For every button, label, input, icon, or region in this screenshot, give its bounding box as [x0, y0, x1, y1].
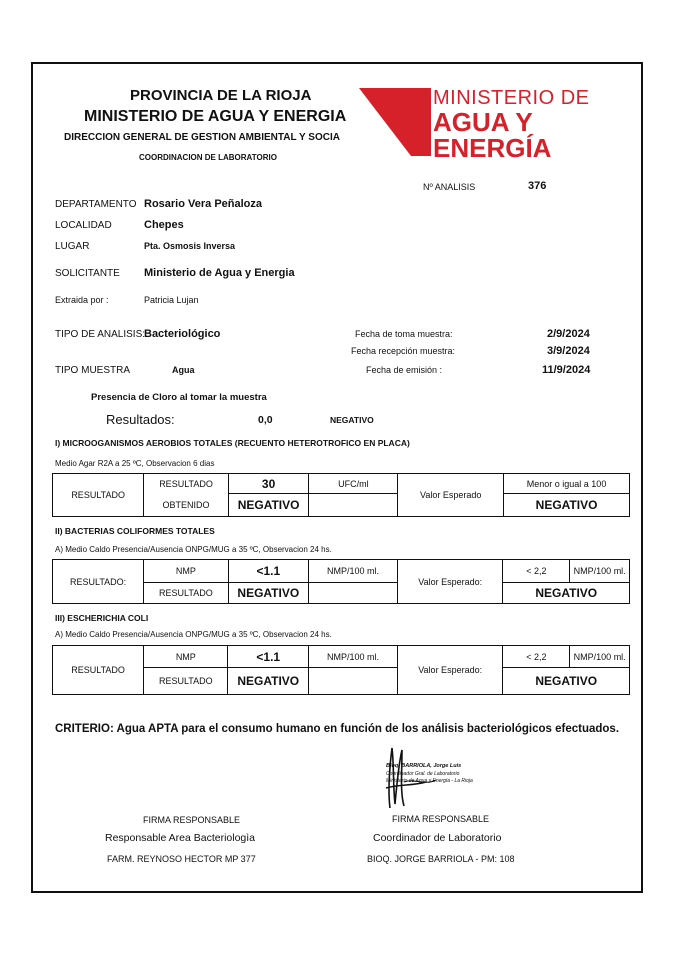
- section3-status: NEGATIVO: [228, 668, 309, 695]
- section2-resultado-label: RESULTADO:: [53, 560, 144, 604]
- tipo-muestra-value: Agua: [172, 365, 195, 375]
- tipo-muestra-label: TIPO MUESTRA: [55, 365, 131, 376]
- stamp-line1: Bioq. BARRIOLA, Jorge Luis: [386, 763, 462, 769]
- fecha-toma-label: Fecha de toma muestra:: [355, 329, 453, 339]
- firma-right-name: BIOQ. JORGE BARRIOLA - PM: 108: [367, 854, 515, 864]
- solicitante-label: SOLICITANTE: [55, 268, 120, 279]
- section2-esperado-unit: NMP/100 ml.: [570, 560, 630, 583]
- section1-resultado-sub: RESULTADO: [144, 474, 228, 494]
- tipo-analisis-value: Bacteriológico: [144, 328, 221, 340]
- departamento-value: Rosario Vera Peñaloza: [144, 198, 262, 210]
- direction-title: DIRECCION GENERAL DE GESTION AMBIENTAL Y SOCIA: [64, 132, 340, 143]
- localidad-value: Chepes: [144, 219, 184, 231]
- localidad-label: LOCALIDAD: [55, 220, 112, 231]
- section3-esperado-unit: NMP/100 ml.: [570, 646, 630, 668]
- section1-value: 30: [228, 474, 309, 494]
- coordination-title: COORDINACION DE LABORATORIO: [139, 153, 277, 162]
- section3-title: III) ESCHERICHIA COLI: [55, 613, 149, 623]
- cloro-status: NEGATIVO: [330, 415, 374, 425]
- lugar-value: Pta. Osmosis Inversa: [144, 241, 236, 251]
- section1-unit: UFC/ml: [309, 474, 398, 494]
- solicitante-value: Ministerio de Agua y Energia: [144, 267, 295, 279]
- section1-empty-cell: [309, 494, 398, 517]
- fecha-recepcion-label: Fecha recepción muestra:: [351, 346, 456, 356]
- section3-esperado-value: < 2,2: [503, 646, 570, 668]
- firma-right-label: FIRMA RESPONSABLE: [392, 814, 490, 824]
- cloro-title: Presencia de Cloro al tomar la muestra: [91, 392, 267, 403]
- section2-unit: NMP/100 ml.: [309, 560, 398, 583]
- section2-nmp-label: NMP: [144, 560, 228, 583]
- section1-method: Medio Agar R2A a 25 ºC, Observacion 6 dias: [55, 459, 215, 468]
- section1-obtenido: OBTENIDO: [144, 494, 228, 517]
- cloro-value: 0,0: [258, 414, 273, 426]
- section3-method: A) Medio Caldo Presencia/Ausencia ONPG/MUG a 35 ºC, Observacion 24 hs.: [55, 630, 332, 639]
- section1-esperado-label: Valor Esperado: [398, 474, 504, 517]
- analysis-number-value: 376: [528, 180, 547, 192]
- logo-line1: MINISTERIO DE: [433, 87, 590, 109]
- firma-right-role: Coordinador de Laboratorio: [373, 832, 502, 844]
- section2-title: II) BACTERIAS COLIFORMES TOTALES: [55, 526, 215, 536]
- section3-value: <1.1: [228, 646, 309, 668]
- firma-left-label: FIRMA RESPONSABLE: [143, 815, 241, 825]
- logo-line3: ENERGÍA: [433, 133, 552, 163]
- stamp-line3: Ministerio de Agua y Energía - La Rioja: [386, 778, 473, 784]
- section2-value: <1.1: [228, 560, 309, 583]
- section3-resultado-label: RESULTADO: [53, 646, 144, 695]
- section2-status: NEGATIVO: [228, 582, 309, 604]
- cloro-resultados-label: Resultados:: [106, 412, 175, 427]
- section3-nmp-label: NMP: [144, 646, 228, 668]
- section2-empty-cell: [309, 582, 398, 604]
- lugar-label: LUGAR: [55, 241, 90, 252]
- section3-empty-cell: [309, 668, 398, 695]
- section2-table: [52, 559, 630, 604]
- departamento-label: DEPARTAMENTO: [55, 199, 137, 210]
- section3-resultado-sub: RESULTADO: [144, 668, 228, 695]
- extraida-value: Patricia Lujan: [144, 295, 199, 305]
- firma-left-role: Responsable Area Bacteriologìa: [105, 832, 256, 844]
- ministry-logo: [433, 88, 590, 161]
- ministry-title: MINISTERIO DE AGUA Y ENERGIA: [84, 108, 347, 125]
- section2-resultado-sub: RESULTADO: [144, 582, 228, 604]
- section3-table: [52, 645, 630, 695]
- fecha-recepcion-value: 3/9/2024: [547, 345, 590, 357]
- stamp-line2: Coordinador Gral. de Laboratorio: [386, 771, 460, 777]
- section1-status: NEGATIVO: [228, 494, 309, 517]
- section1-resultado-label: RESULTADO: [53, 474, 144, 517]
- extraida-label: Extraida por :: [55, 295, 109, 305]
- section1-title: I) MICROOGANISMOS AEROBIOS TOTALES (RECUENTO HETEROTROFICO EN PLACA): [55, 438, 410, 448]
- section3-esperado-label: Valor Esperado:: [397, 646, 503, 695]
- section3-esperado-status: NEGATIVO: [503, 668, 630, 695]
- fecha-emision-value: 11/9/2024: [542, 364, 591, 376]
- section1-esperado-status: NEGATIVO: [504, 494, 630, 517]
- ministry-logo-shape: [356, 86, 431, 158]
- logo-line2: AGUA Y: [433, 107, 533, 137]
- section2-esperado-label: Valor Esperado:: [397, 560, 503, 604]
- section2-esperado-status: NEGATIVO: [503, 582, 630, 604]
- section3-unit: NMP/100 ml.: [309, 646, 398, 668]
- section2-method: A) Medio Caldo Presencia/Ausencia ONPG/MUG a 35 ºC, Observacion 24 hs.: [55, 545, 332, 554]
- tipo-analisis-label: TIPO DE ANALISIS:: [55, 329, 146, 340]
- analysis-number-label: Nº ANALISIS: [423, 182, 476, 192]
- section1-table: [52, 473, 630, 517]
- fecha-toma-value: 2/9/2024: [547, 328, 590, 340]
- section2-esperado-value: < 2,2: [503, 560, 570, 583]
- fecha-emision-label: Fecha de emisión :: [366, 365, 443, 375]
- firma-left-name: FARM. REYNOSO HECTOR MP 377: [107, 854, 256, 864]
- section1-esperado-value: Menor o igual a 100: [504, 474, 630, 494]
- criterio-text: CRITERIO: Agua APTA para el consumo humano en función de los análisis bacteriológicos efectuados.: [55, 723, 620, 735]
- province-title: PROVINCIA DE LA RIOJA: [130, 87, 312, 104]
